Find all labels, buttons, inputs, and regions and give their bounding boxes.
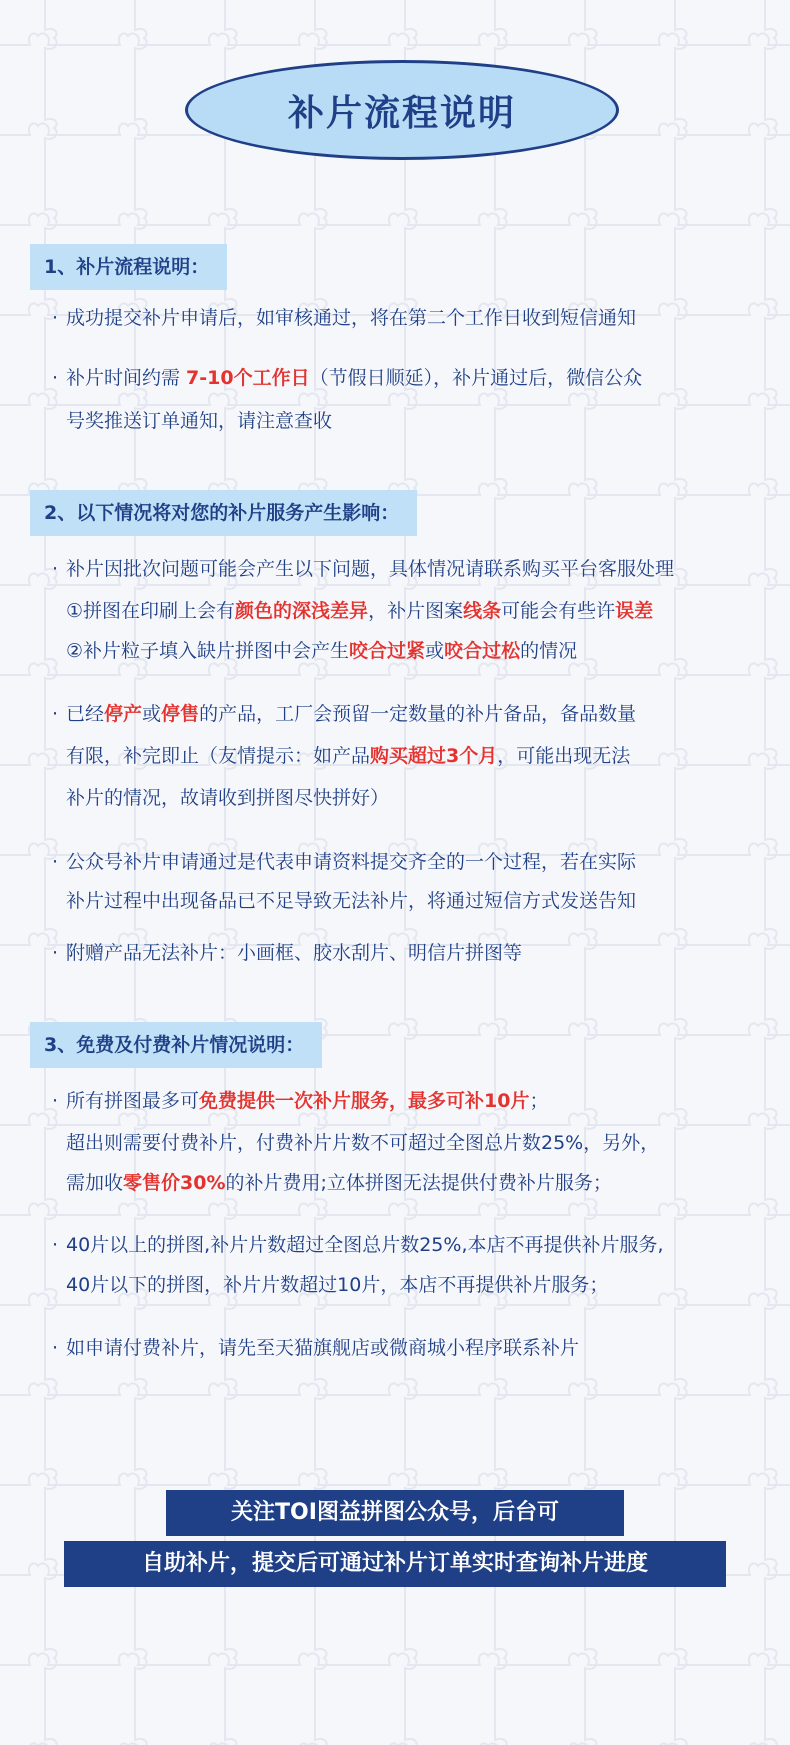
body-text: 号奖推送订单通知，请注意查收 bbox=[66, 410, 333, 432]
section-3-line-4 bbox=[52, 1232, 664, 1258]
section-2-line-7 bbox=[52, 849, 636, 875]
highlight-text: 购买超过3个月 bbox=[370, 745, 498, 767]
body-text: 公众号补片申请通过是代表申请资料提交齐全的一个过程，若在实际 bbox=[66, 851, 637, 873]
highlight-text: 免费提供一次补片服务，最多可补10片 bbox=[199, 1090, 530, 1112]
body-text: 可能会有些许 bbox=[501, 600, 616, 622]
section-1-heading: 1、补片流程说明： bbox=[30, 244, 227, 290]
section-3-line-6 bbox=[52, 1335, 579, 1361]
bullet-dot: · bbox=[52, 851, 59, 873]
section-3-heading: 3、免费及付费补片情况说明： bbox=[30, 1022, 322, 1068]
body-text: 已经 bbox=[66, 703, 105, 725]
highlight-text: 颜色的深浅差异 bbox=[235, 600, 369, 622]
section-2-line-4 bbox=[52, 701, 636, 727]
body-text: 的产品，工厂会预留一定数量的补片备品，备品数量 bbox=[199, 703, 637, 725]
footer-banner-line-2: 自助补片，提交后可通过补片订单实时查询补片进度 bbox=[64, 1541, 726, 1587]
highlight-text: 停产 bbox=[104, 703, 143, 725]
bullet-dot: · bbox=[52, 307, 59, 329]
bullet-dot: · bbox=[52, 703, 59, 725]
body-text: 的情况 bbox=[520, 640, 578, 662]
body-text: 成功提交补片申请后，如审核通过，将在第二个工作日收到短信通知 bbox=[66, 307, 637, 329]
body-text: 补片时间约需 bbox=[66, 367, 187, 389]
footer-banner-line-1: 关注TOI图益拼图公众号，后台可 bbox=[166, 1490, 624, 1536]
section-2-line-1 bbox=[52, 556, 674, 582]
body-text: 超出则需要付费补片，付费补片片数不可超过全图总片数25%，另外， bbox=[66, 1132, 660, 1154]
body-text: 40片以上的拼图,补片片数超过全图总片数25%,本店不再提供补片服务, bbox=[66, 1234, 664, 1256]
body-text: 有限，补完即止（友情提示：如产品 bbox=[66, 745, 371, 767]
section-3-line-1 bbox=[52, 1088, 548, 1114]
section-1-line-1 bbox=[52, 305, 636, 331]
section-1-line-3 bbox=[66, 408, 332, 434]
body-text: 附赠产品无法补片：小画框、胶水刮片、明信片拼图等 bbox=[66, 942, 523, 964]
bullet-dot: · bbox=[52, 558, 59, 580]
bullet-dot: · bbox=[52, 942, 59, 964]
body-text: 40片以下的拼图，补片片数超过10片，本店不再提供补片服务； bbox=[66, 1274, 609, 1296]
body-text: ①拼图在印刷上会有 bbox=[66, 600, 236, 622]
body-text: ； bbox=[529, 1090, 549, 1112]
body-text: 补片因批次问题可能会产生以下问题，具体情况请联系购买平台客服处理 bbox=[66, 558, 675, 580]
section-2-line-5 bbox=[66, 743, 630, 769]
body-text: 补片的情况，故请收到拼图尽快拼好） bbox=[66, 787, 390, 809]
highlight-text: 停售 bbox=[161, 703, 200, 725]
highlight-text: 线条 bbox=[463, 600, 502, 622]
body-text: 或 bbox=[142, 703, 162, 725]
body-text: 所有拼图最多可 bbox=[66, 1090, 200, 1112]
section-2-line-9 bbox=[52, 940, 522, 966]
body-text: ②补片粒子填入缺片拼图中会产生 bbox=[66, 640, 350, 662]
body-text: ，可能出现无法 bbox=[497, 745, 631, 767]
section-2-line-3 bbox=[66, 638, 577, 664]
section-2-line-8 bbox=[66, 888, 636, 914]
highlight-text: 零售价30% bbox=[123, 1172, 226, 1194]
body-text: 需加收 bbox=[66, 1172, 124, 1194]
section-3-line-3 bbox=[66, 1170, 612, 1196]
title-badge bbox=[185, 60, 619, 160]
highlight-text: 咬合过紧 bbox=[349, 640, 426, 662]
bullet-dot: · bbox=[52, 1234, 59, 1256]
highlight-text: 7-10个工作日 bbox=[186, 367, 310, 389]
body-text: ，补片图案 bbox=[368, 600, 464, 622]
section-2-line-2 bbox=[66, 598, 653, 624]
section-2-line-6 bbox=[66, 785, 389, 811]
section-3-line-5 bbox=[66, 1272, 608, 1298]
bullet-dot: · bbox=[52, 1337, 59, 1359]
bullet-dot: · bbox=[52, 1090, 59, 1112]
body-text: 的补片费用;立体拼图无法提供付费补片服务； bbox=[225, 1172, 612, 1194]
section-3-line-2 bbox=[66, 1130, 659, 1156]
body-text: （节假日顺延），补片通过后，微信公众 bbox=[309, 367, 643, 389]
page-title: 补片流程说明 bbox=[287, 92, 516, 134]
highlight-text: 咬合过松 bbox=[444, 640, 521, 662]
bullet-dot: · bbox=[52, 367, 59, 389]
highlight-text: 误差 bbox=[615, 600, 654, 622]
body-text: 或 bbox=[425, 640, 445, 662]
body-text: 如申请付费补片，请先至天猫旗舰店或微商城小程序联系补片 bbox=[66, 1337, 580, 1359]
body-text: 补片过程中出现备品已不足导致无法补片，将通过短信方式发送告知 bbox=[66, 890, 637, 912]
section-2-heading: 2、以下情况将对您的补片服务产生影响： bbox=[30, 490, 417, 536]
section-1-line-2 bbox=[52, 365, 642, 391]
